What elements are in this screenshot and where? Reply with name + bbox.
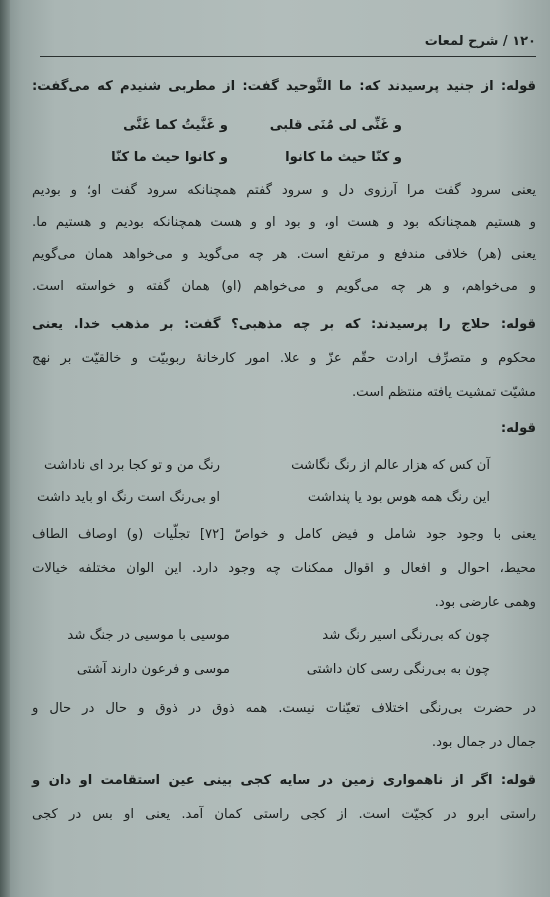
paragraph-line: جمال در جمال بود. — [431, 735, 536, 750]
paragraph-line: یعنی (هر) خلافی مندفع و مرتفع است. هر چه می‌گوید و می‌خواهد همان می‌گویم — [32, 247, 536, 262]
paragraph-line: راستی ابرو در کجیّت است. از کجی راستی کمان آمد. یعنی او بس در کجی — [32, 807, 536, 822]
verse-hemistich: و غَنِّی لی مُنَی قلبی — [269, 118, 402, 133]
paragraph-line: وهمی عارضی بود. — [434, 595, 536, 610]
paragraph-line: و می‌خواهم، و هر چه می‌گویم و می‌خواهم (او) همان گفته و خواسته است. — [32, 279, 536, 294]
running-head: ۱۲۰ / شرح لمعات — [424, 34, 536, 49]
paragraph-line: مشیّت تمشیت یافته منتظم است. — [351, 385, 536, 400]
verse-hemistich: رنگ من و تو کجا برد ای ناداشت — [44, 458, 220, 473]
paragraph-line: و هستیم همچنانکه بود و هست او، و بود او و هست همچنانکه بودیم و هستیم ما. — [32, 215, 536, 230]
verse-hemistich: و کنّا حیث ما کانوا — [285, 150, 402, 165]
paragraph-line: قوله: از جنید پرسیدند که: ما التَّوحید گفت: از مطربی شنیدم که می‌گفت: — [32, 79, 536, 94]
paragraph-line: یعنی سرود گفت مرا آرزوی دل و سرود گفتم همچنانکه سرود گفت او؛ و بودیم — [32, 183, 536, 198]
verse-hemistich: موسی و فرعون دارند آشتی — [76, 662, 230, 677]
verse-hemistich: این رنگ همه هوس بود یا پنداشت — [307, 490, 490, 505]
header-rule — [40, 56, 536, 57]
paragraph-line: قوله: — [500, 421, 536, 436]
verse-hemistich: چون که بی‌رنگی اسیر رنگ شد — [322, 628, 490, 643]
verse-hemistich: موسیی با موسیی در جنگ شد — [67, 628, 230, 643]
paragraph-line: یعنی با وجود جود شامل و فیض کامل و خواصّ [۷۲] تجلّیات (و) اوصاف الطاف — [32, 527, 537, 542]
paragraph-line: محکوم و متصرِّف ارادت حقّم عزّ و علا. امور کارخانهٔ ربوبیّت و خالقیّت بر نهج — [32, 351, 536, 366]
verse-hemistich: او بی‌رنگ است رنگ او باید داشت — [36, 490, 220, 505]
paragraph-line: محیط، احوال و افعال و اقوال ممکنات چه وجود دارد. این الوان مختلفه خیالات — [32, 561, 536, 576]
verse-hemistich: چون به بی‌رنگی رسی کان داشتی — [306, 662, 490, 677]
verse-hemistich: و کانوا حیث ما کنّا — [111, 150, 228, 165]
paragraph-line: قوله: حلاج را پرسیدند: که بر چه مذهبی؟ گفت: بر مذهب خدا. یعنی — [32, 317, 536, 332]
verse-hemistich: آن کس که هزار عالم از رنگ نگاشت — [291, 458, 490, 473]
page-binding-shadow — [0, 0, 10, 897]
paragraph-line: قوله: اگر از ناهمواری زمین در سایه کجی بینی عین استقامت او دان و — [32, 773, 536, 788]
verse-hemistich: و غَنَّیتُ کما غَنَّی — [123, 118, 228, 133]
paragraph-line: در حضرت بی‌رنگی اختلاف تعیّنات نیست. همه ذوق در ذوق و حال در حال و — [32, 701, 536, 716]
